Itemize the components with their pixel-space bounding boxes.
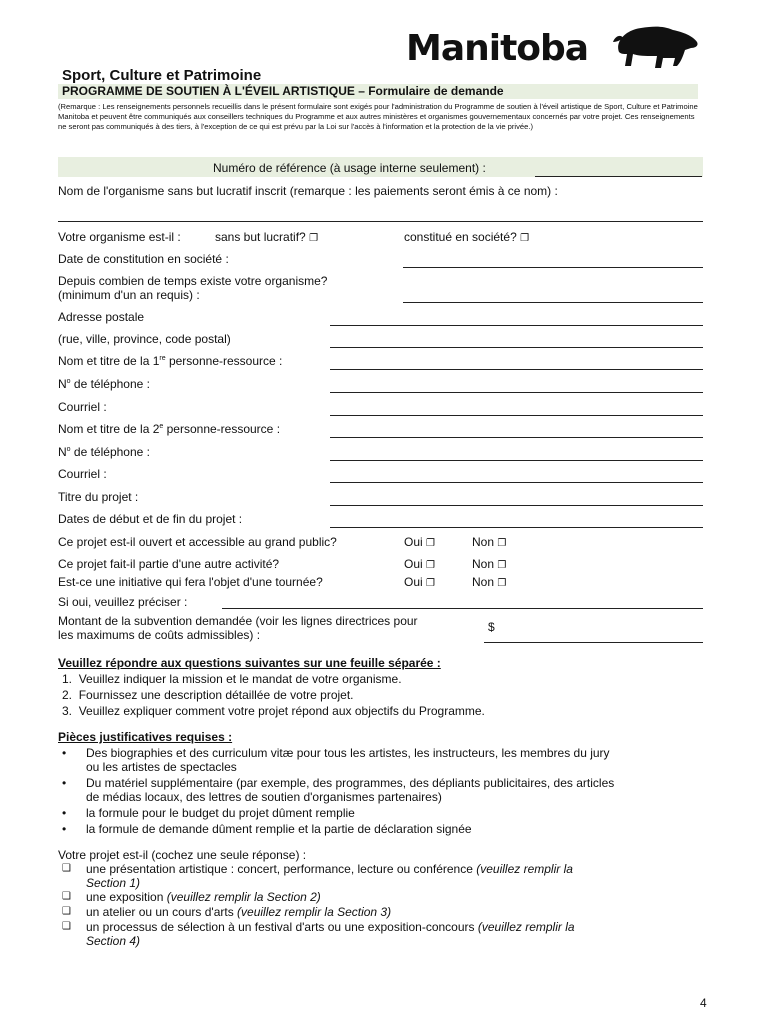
- option-note: Section 4): [86, 934, 141, 948]
- q-series-label: Ce projet fait-il partie d'une autre activité?: [58, 557, 280, 571]
- nonprofit-option[interactable]: [215, 230, 318, 244]
- reference-field[interactable]: [535, 176, 702, 177]
- org-name-label: Nom de l'organisme sans but lucratif inscrit (remarque : les paiements seront émis à ce nom) :: [58, 184, 558, 198]
- contact1-suffix: personne-ressource :: [165, 354, 283, 368]
- amount-label-1: Montant de la subvention demandée (voir les lignes directrices pour: [58, 614, 418, 628]
- bullet-icon: •: [62, 806, 67, 820]
- contact2-suffix: personne-ressource :: [163, 422, 281, 436]
- contact2-label: [58, 422, 280, 436]
- org-type-label: Votre organisme est-il :: [58, 230, 181, 244]
- option-label: un atelier ou un cours d'arts: [86, 905, 238, 919]
- bullet-icon: •: [62, 822, 67, 836]
- department-title: Sport, Culture et Patrimoine: [62, 67, 262, 84]
- amount-field[interactable]: [484, 642, 703, 643]
- contact2-sup: e: [159, 423, 164, 430]
- duration-field[interactable]: [403, 302, 703, 303]
- address-field-2[interactable]: [330, 347, 703, 348]
- document-line: de médias locaux, des lettres de soutien d'organismes partenaires): [86, 790, 442, 804]
- document-text: [86, 746, 706, 774]
- contact1-field[interactable]: [330, 369, 703, 370]
- yes-label: Oui: [404, 575, 423, 589]
- document-line: Du matériel supplémentaire (par exemple, des programmes, des dépliants publicitaires, des articles: [86, 776, 615, 790]
- email2-label: Courriel :: [58, 467, 107, 481]
- question-number: 1.: [62, 672, 73, 686]
- logo-wordmark: Manitoba: [406, 28, 589, 69]
- option-label: une exposition: [86, 890, 167, 904]
- yes-label: Oui: [404, 535, 423, 549]
- option-label: un processus de sélection à un festival d'arts ou une exposition-concours: [86, 920, 478, 934]
- incorporated-checkbox[interactable]: ❐: [520, 233, 530, 244]
- checkbox-icon[interactable]: ❑: [62, 921, 71, 932]
- question-text: Veuillez indiquer la mission et le mandat de votre organisme.: [78, 672, 402, 686]
- page-number: 4: [700, 996, 707, 1010]
- bullet-icon: •: [62, 746, 67, 760]
- email1-field[interactable]: [330, 415, 703, 416]
- q-public-yes[interactable]: [404, 535, 435, 549]
- question-item: [62, 704, 485, 718]
- question-item: [62, 672, 402, 686]
- yes-checkbox[interactable]: ❐: [426, 538, 435, 549]
- yes-checkbox[interactable]: ❐: [426, 578, 435, 589]
- contact1-sup: re: [159, 355, 166, 362]
- question-text: Fournissez une description détaillée de votre projet.: [78, 688, 354, 702]
- document-line: ou les artistes de spectacles: [86, 760, 237, 774]
- document-line: la formule pour le budget du projet dûment remplie: [86, 806, 355, 820]
- no-label: Non: [472, 575, 495, 589]
- questions-heading: Veuillez répondre aux questions suivantes sur une feuille séparée :: [58, 656, 441, 670]
- option-text: [86, 890, 686, 904]
- option-text: [86, 862, 686, 890]
- document-text: [86, 806, 706, 820]
- contact2-label-text: Nom et titre de la 2: [58, 422, 160, 436]
- option-text: [86, 920, 686, 948]
- incorporated-option[interactable]: [404, 230, 529, 244]
- phone1-field[interactable]: [330, 392, 703, 393]
- question-number: 3.: [62, 704, 73, 718]
- duration-label-1: Depuis combien de temps existe votre organisme?: [58, 274, 328, 288]
- checkbox-icon[interactable]: ❑: [62, 891, 71, 902]
- phone1-label-text: N: [58, 377, 67, 391]
- phone1-sup: o: [66, 378, 71, 385]
- dates-field[interactable]: [330, 527, 703, 528]
- document-line: Des biographies et des curriculum vitæ pour tous les artistes, les instructeurs, les membres du jury: [86, 746, 610, 760]
- address-hint: (rue, ville, province, code postal): [58, 332, 231, 346]
- contact2-field[interactable]: [330, 437, 703, 438]
- email1-label: Courriel :: [58, 400, 107, 414]
- q-tour-label: Est-ce une initiative qui fera l'objet d'une tournée?: [58, 575, 323, 589]
- document-text: [86, 822, 706, 836]
- email2-field[interactable]: [330, 482, 703, 483]
- documents-heading: Pièces justificatives requises :: [58, 730, 233, 744]
- privacy-note: (Remarque : Les renseignements personnels recueillis dans le présent formulaire sont exigés pour l'administration du Programme de soutien à l'éveil artistique de Sport, Culture et Patrimoine Manitoba et peuvent être communiqués aux conseillers techniques du Programme et aux autres ministères et organismes gouvernementaux concernés par votre projet. Ces renseignements ne seront pas communiqués à des tiers, à l'exception de ce qui est prévu par la Loi sur l'accès à l'information et la protection de la vie privée.): [58, 102, 698, 131]
- option-note: (veuillez remplir la Section 3): [237, 905, 392, 919]
- duration-label-2: (minimum d'un an requis) :: [58, 288, 200, 302]
- document-text: [86, 776, 706, 804]
- option-note: (veuillez remplir la: [477, 920, 575, 934]
- bullet-icon: •: [62, 776, 67, 790]
- manitoba-logo: [406, 22, 701, 76]
- project-title-field[interactable]: [330, 505, 703, 506]
- option-note: (veuillez remplir la Section 2): [166, 890, 321, 904]
- no-label: Non: [472, 535, 495, 549]
- project-title-label: Titre du projet :: [58, 490, 139, 504]
- yes-label: Oui: [404, 557, 423, 571]
- phone2-suffix: de téléphone :: [70, 445, 150, 459]
- phone2-label: [58, 445, 150, 459]
- incorp-date-label: Date de constitution en société :: [58, 252, 229, 266]
- no-checkbox[interactable]: ❐: [497, 578, 507, 589]
- phone2-sup: o: [66, 446, 71, 453]
- q-series-no[interactable]: [472, 557, 506, 571]
- contact1-label: [58, 354, 282, 368]
- q-tour-yes[interactable]: [404, 575, 435, 589]
- option-label: une présentation artistique : concert, performance, lecture ou conférence: [86, 862, 477, 876]
- nonprofit-label: sans but lucratif?: [215, 230, 306, 244]
- q-public-label: Ce projet est-il ouvert et accessible au grand public?: [58, 535, 337, 549]
- program-title: PROGRAMME DE SOUTIEN À L'ÉVEIL ARTISTIQUE – Formulaire de demande: [62, 84, 504, 98]
- q-public-no[interactable]: [472, 535, 506, 549]
- question-number: 2.: [62, 688, 73, 702]
- org-name-field[interactable]: [58, 221, 703, 222]
- contact1-label-text: Nom et titre de la 1: [58, 354, 160, 368]
- option-note: Section 1): [86, 876, 141, 890]
- checkbox-icon[interactable]: ❑: [62, 863, 71, 874]
- no-checkbox[interactable]: ❐: [497, 538, 507, 549]
- yes-checkbox[interactable]: ❐: [426, 560, 435, 571]
- reference-label: Numéro de référence (à usage interne seulement) :: [213, 161, 486, 175]
- nonprofit-checkbox[interactable]: ❐: [309, 233, 319, 244]
- document-line: la formule de demande dûment remplie et la partie de déclaration signée: [86, 822, 472, 836]
- option-text: [86, 905, 686, 919]
- option-note: (veuillez remplir la: [476, 862, 573, 876]
- program-title-band: [58, 84, 698, 99]
- incorporated-label: constitué en société?: [404, 230, 517, 244]
- checkbox-icon[interactable]: ❑: [62, 906, 71, 917]
- no-checkbox[interactable]: ❐: [497, 560, 507, 571]
- phone2-label-text: N: [58, 445, 67, 459]
- project-type-label: Votre projet est-il (cochez une seule réponse) :: [58, 848, 307, 862]
- phone1-suffix: de téléphone :: [70, 377, 150, 391]
- dates-label: Dates de début et de fin du projet :: [58, 512, 243, 526]
- phone2-field[interactable]: [330, 460, 703, 461]
- amount-label-2: les maximums de coûts admissibles) :: [58, 628, 261, 642]
- question-text: Veuillez expliquer comment votre projet répond aux objectifs du Programme.: [78, 704, 485, 718]
- q-series-yes[interactable]: [404, 557, 435, 571]
- bison-icon: [611, 22, 701, 72]
- address-label: Adresse postale: [58, 310, 145, 324]
- specify-label: Si oui, veuillez préciser :: [58, 595, 188, 609]
- incorp-date-field[interactable]: [403, 267, 703, 268]
- q-tour-no[interactable]: [472, 575, 506, 589]
- question-item: [62, 688, 354, 702]
- currency-symbol: $: [488, 620, 495, 634]
- no-label: Non: [472, 557, 495, 571]
- phone1-label: [58, 377, 150, 391]
- specify-field[interactable]: [222, 608, 703, 609]
- address-field-1[interactable]: [330, 325, 703, 326]
